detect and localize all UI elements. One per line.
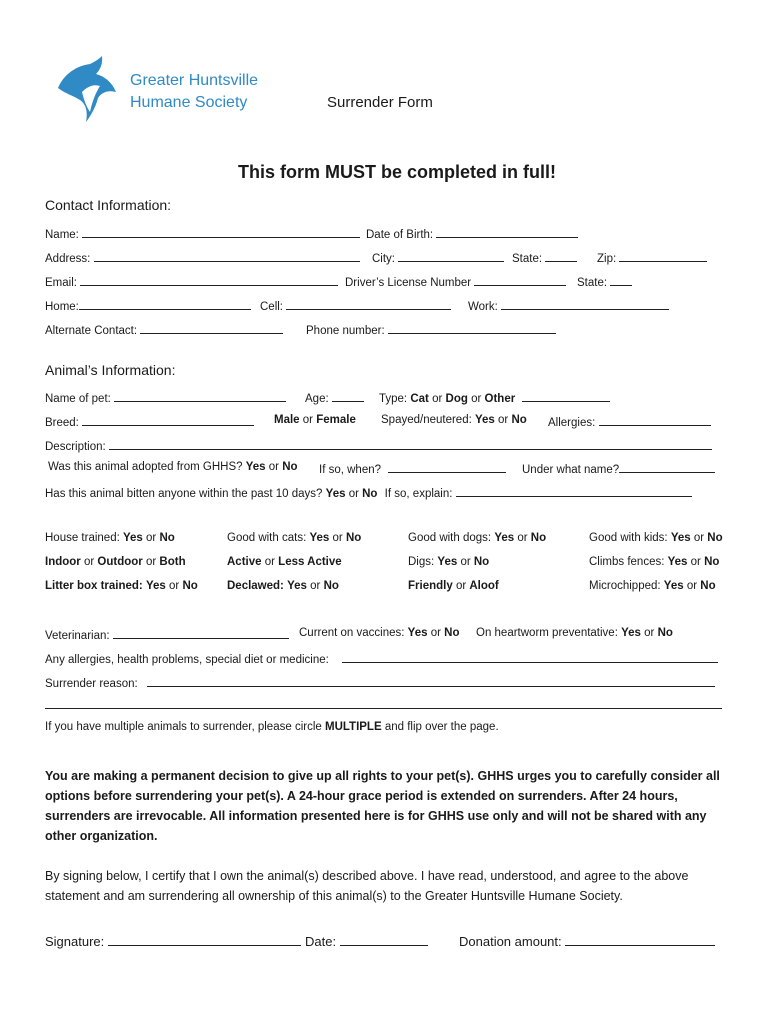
city-line[interactable] [398,250,504,262]
org-name-line1: Greater Huntsville [130,72,259,89]
donation-line[interactable] [565,934,715,946]
type-dog-option[interactable]: Dog [445,393,468,405]
microchipped-field[interactable] [589,580,716,592]
or-text: or [471,393,482,405]
declawed-label: Declawed: [227,580,284,592]
sex-male-option[interactable]: Male [274,414,300,426]
bitten-field[interactable] [45,485,692,500]
adopted-field[interactable] [48,461,298,473]
or-text: or [460,556,471,568]
less-active-option[interactable]: Less Active [278,556,342,568]
good-kids-yes[interactable]: Yes [670,532,691,544]
indoor-outdoor-field[interactable] [45,556,186,568]
allergies-label: Allergies: [548,417,596,429]
age-label: Age: [305,393,329,405]
home-line[interactable] [79,298,251,310]
form-title: Surrender Form [327,94,433,111]
house-trained-no[interactable]: No [159,532,175,544]
or-text: or [302,414,314,426]
if-so-explain-label: If so, explain: [384,488,453,500]
multiple-keyword: MULTIPLE [324,721,382,733]
vet-field[interactable] [45,627,289,642]
bitten-yes-option[interactable]: Yes [325,488,346,500]
license-state-label: State: [577,277,608,289]
home-label: Home: [45,301,79,313]
type-other-option[interactable]: Other [484,393,516,405]
donation-field[interactable] [459,934,715,949]
multiple-text-after: and flip over the page. [381,721,499,733]
or-text: or [455,580,467,592]
age-field[interactable] [305,390,364,405]
donation-label: Donation amount: [459,934,562,949]
dob-line[interactable] [436,226,578,238]
email-field[interactable] [45,274,338,289]
microchipped-label: Microchipped: [589,580,661,592]
signature-line[interactable] [108,934,301,946]
vaccines-no[interactable]: No [444,627,460,639]
phone-label: Phone number: [306,325,385,337]
phone-number-field[interactable] [306,322,556,337]
sex-female-option[interactable]: Female [316,414,356,426]
signature-label: Signature: [45,934,105,949]
indoor-option[interactable]: Indoor [45,556,81,568]
pet-name-field[interactable] [45,390,286,405]
microchipped-yes[interactable]: Yes [663,580,684,592]
good-cats-label: Good with cats: [227,532,307,544]
microchipped-no[interactable]: No [700,580,716,592]
breed-field[interactable] [45,414,254,429]
allergies-line[interactable] [599,414,711,426]
aloof-option[interactable]: Aloof [469,580,499,592]
litter-label: Litter box trained: [45,580,143,592]
or-text: or [145,556,157,568]
or-text: or [432,393,443,405]
digs-no[interactable]: No [473,556,490,568]
declawed-no[interactable]: No [323,580,339,592]
house-trained-label: House trained: [45,532,120,544]
or-text: or [686,580,698,592]
age-line[interactable] [332,390,364,402]
cell-line[interactable] [286,298,451,310]
adopted-name-field[interactable] [522,461,715,476]
zip-label: Zip: [597,253,617,265]
good-dogs-label: Good with dogs: [408,532,492,544]
description-field[interactable] [45,438,712,453]
litter-no[interactable]: No [182,580,198,592]
cell-phone-field[interactable] [260,298,451,313]
heartworm-no[interactable]: No [657,627,673,639]
state-label: State: [512,253,543,265]
license-line[interactable] [474,274,566,286]
vaccines-label: Current on vaccines: [299,627,405,639]
vaccines-field[interactable] [299,627,459,639]
digs-label: Digs: [408,556,435,568]
or-text: or [690,556,701,568]
pet-name-label: Name of pet: [45,393,111,405]
adopted-yes-option[interactable]: Yes [245,461,266,473]
license-field[interactable] [345,274,566,289]
adopted-name-line[interactable] [619,461,715,473]
headline: This form MUST be completed in full! [238,162,557,182]
or-text: or [348,488,359,500]
activity-field[interactable] [227,556,342,568]
or-text: or [83,556,95,568]
dob-label: Date of Birth: [366,229,434,241]
work-line[interactable] [501,298,669,310]
name-label: Name: [45,229,79,241]
bitten-explain-line[interactable] [456,485,692,497]
email-label: Email: [45,277,77,289]
active-option[interactable]: Active [227,556,262,568]
good-cats-yes[interactable]: Yes [309,532,330,544]
health-label: Any allergies, health problems, special diet or medicine: [45,654,329,666]
good-dogs-yes[interactable]: Yes [494,532,515,544]
or-text: or [693,532,705,544]
good-dogs-no[interactable]: No [530,532,547,544]
declawed-yes[interactable]: Yes [287,580,307,592]
divider-line[interactable] [45,708,722,709]
bitten-label: Has this animal bitten anyone within the past 10 days? [45,488,323,500]
if-so-when-label: If so, when? [319,464,382,476]
vaccines-yes[interactable]: Yes [407,627,428,639]
friendly-option[interactable]: Friendly [408,580,453,592]
spayed-no-option[interactable]: No [511,414,527,426]
or-text: or [146,532,157,544]
spayed-yes-option[interactable]: Yes [475,414,495,426]
type-other-line[interactable] [522,390,610,402]
license-label: Driver’s License Number [345,277,472,289]
work-label: Work: [468,301,498,313]
good-cats-no[interactable]: No [345,532,362,544]
work-phone-field[interactable] [468,298,669,313]
ghhs-logo-icon [46,52,126,124]
good-kids-label: Good with kids: [589,532,668,544]
house-trained-field[interactable] [45,532,175,544]
city-label: City: [372,253,395,265]
license-state-field[interactable] [577,274,632,289]
climbs-field[interactable] [589,556,719,568]
good-cats-field[interactable] [227,532,361,544]
house-trained-yes[interactable]: Yes [123,532,143,544]
adopted-when-field[interactable] [319,461,506,476]
description-label: Description: [45,441,106,453]
spayed-field[interactable] [381,414,527,426]
phone-line[interactable] [388,322,556,334]
type-label: Type: [379,393,408,405]
cell-label: Cell: [260,301,284,313]
good-dogs-field[interactable] [408,532,546,544]
adopted-label: Was this animal adopted from GHHS? [48,461,243,473]
date-field[interactable] [305,934,428,949]
outdoor-option[interactable]: Outdoor [97,556,143,568]
home-phone-field[interactable] [45,298,251,313]
org-name-line2: Humane Society [130,94,248,111]
name-line[interactable] [82,226,360,238]
state-field[interactable] [512,250,577,265]
license-state-line[interactable] [610,274,632,286]
breed-line[interactable] [82,414,254,426]
allergies-field[interactable] [548,414,711,429]
type-field[interactable] [379,390,610,405]
heartworm-label: On heartworm preventative: [476,627,618,639]
address-line[interactable] [94,250,360,262]
animal-section-title: Animal’s Information: [45,362,176,378]
litter-field[interactable] [45,580,198,592]
description-line[interactable] [109,438,712,450]
health-field[interactable] [45,651,718,666]
or-text: or [430,627,441,639]
or-text: or [169,580,180,592]
surrender-reason-label: Surrender reason: [45,678,138,690]
signature-field[interactable] [45,934,301,949]
vet-label: Veterinarian: [45,630,110,642]
temperament-field[interactable] [408,580,499,592]
warning-paragraph: You are making a permanent decision to give up all rights to your pet(s). GHHS urges you to carefully consider all options before surrendering your pet(s). A 24-hour grace period is extended on surrenders. After 24 hours, surrenders are irrevocable. All information presented here is for GHHS use only and will not be shared with any other organization. [45,769,720,843]
adopted-when-line[interactable] [388,461,506,473]
dob-field[interactable] [366,226,578,241]
pet-name-line[interactable] [114,390,286,402]
or-text: or [264,556,275,568]
digs-field[interactable] [408,556,489,568]
climbs-yes[interactable]: Yes [667,556,688,568]
or-text: or [644,627,655,639]
alternate-label: Alternate Contact: [45,325,138,337]
multiple-text-before: If you have multiple animals to surrender, please circle [45,721,325,733]
zip-line[interactable] [619,250,707,262]
vet-line[interactable] [113,627,289,639]
address-label: Address: [45,253,91,265]
city-field[interactable] [372,250,504,265]
or-text: or [310,580,321,592]
both-option[interactable]: Both [159,556,186,568]
bitten-no-option[interactable]: No [362,488,378,500]
date-line[interactable] [340,934,428,946]
certify-paragraph: By signing below, I certify that I own the animal(s) described above. I have read, understood, and agree to the above statement and am surrendering all ownership of this animal(s) to the Greater Huntsville Humane Society. [45,869,689,903]
contact-section-title: Contact Information: [45,197,172,213]
heartworm-yes[interactable]: Yes [621,627,641,639]
breed-label: Breed: [45,417,79,429]
good-kids-no[interactable]: No [707,532,723,544]
date-label: Date: [305,934,337,949]
surrender-reason-line[interactable] [147,675,715,687]
climbs-no[interactable]: No [704,556,720,568]
address-field[interactable] [45,250,360,265]
litter-yes[interactable]: Yes [145,580,166,592]
declawed-field[interactable] [227,580,339,592]
heartworm-field[interactable] [476,627,673,639]
adopted-no-option[interactable]: No [282,461,298,473]
type-cat-option[interactable]: Cat [410,393,429,405]
name-field[interactable] [45,226,360,241]
or-text: or [517,532,528,544]
or-text: or [498,414,509,426]
good-kids-field[interactable] [589,532,723,544]
climbs-label: Climbs fences: [589,556,665,568]
alternate-line[interactable] [140,322,283,334]
multiple-note [45,721,499,733]
email-line[interactable] [80,274,338,286]
under-name-label: Under what name? [522,464,620,476]
health-line[interactable] [342,651,718,663]
surrender-reason-field[interactable] [45,675,715,690]
or-text: or [268,461,279,473]
spayed-label: Spayed/neutered: [381,414,472,426]
digs-yes[interactable]: Yes [437,556,458,568]
alternate-contact-field[interactable] [45,322,283,337]
zip-field[interactable] [597,250,707,265]
or-text: or [332,532,343,544]
sex-field[interactable] [274,414,356,426]
state-line[interactable] [545,250,577,262]
